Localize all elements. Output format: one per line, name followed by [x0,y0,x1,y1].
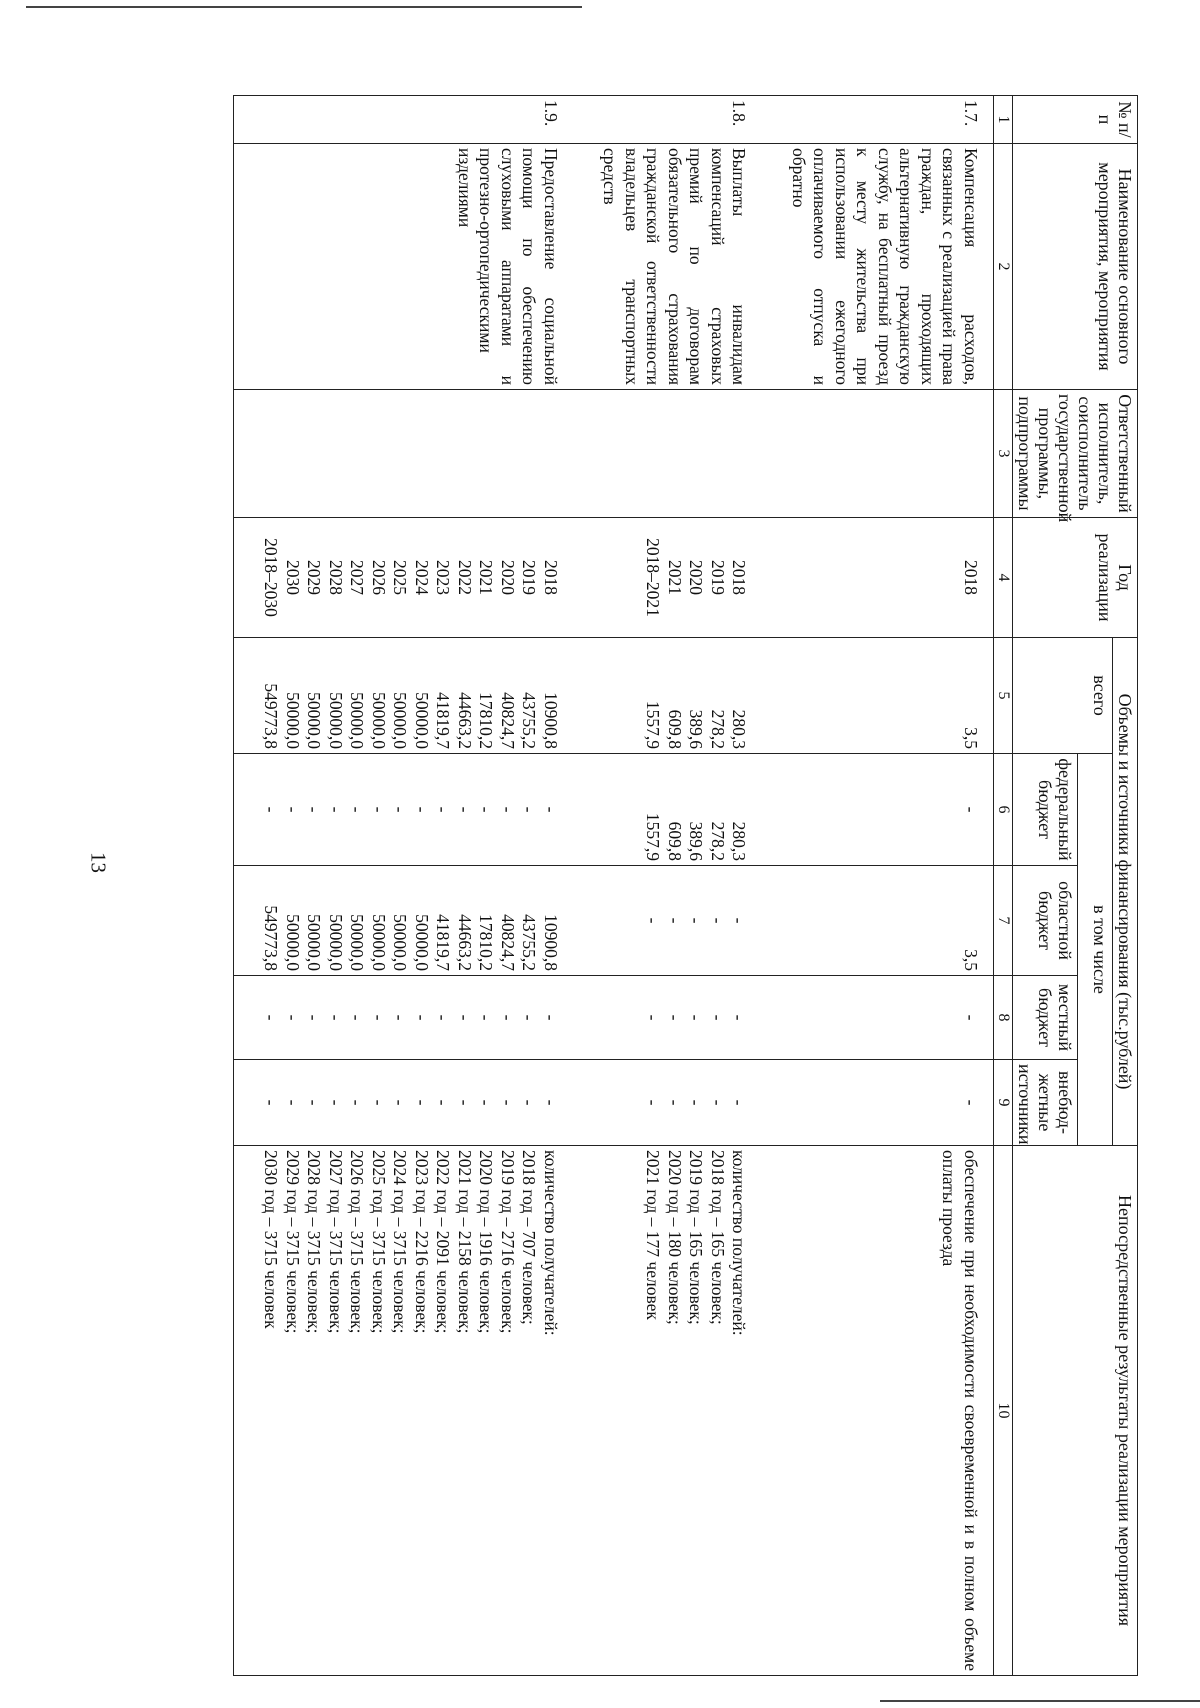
row-total [573,638,762,754]
extra-value: - [390,1099,411,1106]
header-total: всего [1013,638,1113,754]
total-value: 609,8 [665,709,685,749]
result-line: 2019 год – 2716 человек; [498,1150,518,1334]
row-number: 1.9. [234,96,574,144]
year-value: 2018–2021 [643,538,664,617]
regional-value: 50000,0 [390,914,411,971]
total-value: 50000,0 [283,692,303,749]
header-num: № п/п [1013,96,1138,144]
federal-value: - [412,806,432,813]
result-line: 2029 год – 3715 человек; [283,1150,303,1334]
regional-value: 17810,2 [476,914,497,971]
row-executor [762,390,994,518]
regional-value: 10900,8 [541,914,561,971]
extra-value: - [455,1099,475,1106]
row-name: Выплаты инвалидам компенсаций страховых премий по договорам обязательного страхования гражданской ответственности владельцев транспортных средств [573,144,762,390]
year-value: 2021 [665,560,685,595]
regional-value: - [729,917,750,924]
result-line: 2018 год – 165 человек; [708,1150,728,1325]
total-value: 50000,0 [347,692,368,749]
year-value: 2030 [283,560,303,595]
col-number: 8 [994,976,1013,1060]
year-value: 2020 [498,560,518,595]
header-extra: внебюд-жетные источники [1013,1060,1078,1146]
total-value: 50000,0 [326,692,346,749]
total-value: 50000,0 [390,692,411,749]
extra-value: - [541,1099,561,1106]
year-value: 2021 [476,560,497,595]
federal-value: 389,6 [686,821,707,861]
regional-value: 43755,2 [519,914,540,971]
local-value: - [455,1014,475,1021]
year-value: 2024 [412,560,432,595]
local-value: - [519,1014,540,1021]
row-federal [573,754,762,866]
federal-value: - [283,806,303,813]
local-value: - [643,1014,664,1021]
year-value: 2023 [433,560,454,595]
federal-value: - [326,806,346,813]
row-total [234,638,574,754]
total-value: 50000,0 [412,692,432,749]
year-value: 2020 [686,560,707,595]
row-local [573,976,762,1060]
federal-value: - [541,806,561,813]
year-value: 2025 [390,560,411,595]
federal-value: 278,2 [708,821,728,861]
table-row [234,96,574,1676]
extra-value: - [412,1099,432,1106]
local-value: - [326,1014,346,1021]
extra-value: - [961,1099,981,1106]
row-result [573,1146,762,1676]
federal-value: - [961,806,981,813]
federal-value: 1557,9 [643,812,664,861]
col-number: 4 [994,518,1013,638]
row-years [234,518,574,638]
regional-value: 50000,0 [412,914,432,971]
year-value: 2028 [326,560,346,595]
row-local [234,976,574,1060]
total-value: 41819,7 [433,692,454,749]
total-value: 278,2 [708,709,728,749]
local-value: - [433,1014,454,1021]
table-body [234,96,994,1676]
local-value: - [665,1014,685,1021]
federal-value: - [261,806,282,813]
header-including: в том числе [1078,754,1113,1146]
local-value: - [412,1014,432,1021]
result-line: 2026 год – 3715 человек; [347,1150,368,1334]
row-regional [573,866,762,976]
row-local [762,976,994,1060]
extra-value: - [326,1099,346,1106]
col-number: 2 [994,144,1013,390]
total-value: 44663,2 [455,692,475,749]
extra-value: - [708,1099,728,1106]
extra-value: - [476,1099,497,1106]
year-value: 2019 [519,560,540,595]
year-value: 2018–2030 [261,538,282,617]
row-federal [762,754,994,866]
extra-value: - [347,1099,368,1106]
row-name: Предоставление социальной помощи по обеспечению слуховыми аппаратами и протезно-ортопедическими изделиями [234,144,574,390]
total-value: 549773,8 [261,683,282,749]
header-result: Непосредственные результаты реализации мероприятия [1013,1146,1138,1676]
page-number: 13 [86,852,111,873]
extra-value: - [433,1099,454,1106]
total-value: 10900,8 [541,692,561,749]
total-value: 50000,0 [369,692,389,749]
extra-value: - [643,1099,664,1106]
row-result [234,1146,574,1676]
federal-value: - [519,806,540,813]
result-line: 2028 год – 3715 человек; [304,1150,325,1334]
regional-value: 44663,2 [455,914,475,971]
extra-value: - [665,1099,685,1106]
col-number: 3 [994,390,1013,518]
row-total [762,638,994,754]
regional-value: 50000,0 [304,914,325,971]
row-number: 1.7. [762,96,994,144]
result-line: 2025 год – 3715 человек; [369,1150,389,1334]
total-value: 389,6 [686,709,707,749]
result-line: количество получателей: [729,1150,750,1336]
result-line: 2021 год – 177 человек [643,1150,664,1320]
extra-value: - [304,1099,325,1106]
extra-value: - [519,1099,540,1106]
result-line: 2020 год – 180 человек; [665,1150,685,1325]
row-regional [234,866,574,976]
result-line: 2020 год – 1916 человек; [476,1150,497,1334]
local-value: - [686,1014,707,1021]
year-value: 2027 [347,560,368,595]
result-line: 2019 год – 165 человек; [686,1150,707,1325]
local-value: - [347,1014,368,1021]
local-value: - [498,1014,518,1021]
total-value: 50000,0 [304,692,325,749]
extra-value: - [283,1099,303,1106]
result-line: количество получателей: [541,1150,561,1336]
federal-value: - [455,806,475,813]
extra-value: - [261,1099,282,1106]
col-number: 5 [994,638,1013,754]
header-volumes: Объемы и источники финансирования (тыс.рублей) [1113,638,1138,1146]
col-number: 9 [994,1060,1013,1146]
year-value: 2019 [708,560,728,595]
row-number: 1.8. [573,96,762,144]
local-value: - [541,1014,561,1021]
total-value: 17810,2 [476,692,497,749]
year-value: 2018 [729,560,750,595]
rotated-table-container [148,95,1138,1675]
regional-value: 50000,0 [283,914,303,971]
regional-value: 3,5 [961,949,981,971]
header-regional: областной бюджет [1013,866,1078,976]
col-number: 6 [994,754,1013,866]
federal-value: 280,3 [729,821,750,861]
header-name: Наименование основного мероприятия, мероприятия [1013,144,1138,390]
local-value: - [729,1014,750,1021]
bottom-rule [880,1700,1200,1702]
local-value: - [961,1014,981,1021]
result-text: обеспечение при необходимости своевременной и в полном объеме оплаты проезда [939,1150,981,1672]
header-executor: Ответственный исполнитель, соисполнитель государственной программы, подпрограммы [1013,390,1138,518]
extra-value: - [498,1099,518,1106]
extra-value: - [369,1099,389,1106]
total-value: 43755,2 [519,692,540,749]
total-value: 1557,9 [643,700,664,749]
regional-value: 40824,7 [498,914,518,971]
regional-value: 549773,8 [261,905,282,971]
extra-value: - [729,1099,750,1106]
col-number: 1 [994,96,1013,144]
row-name: Компенсация расходов, связанных с реализацией права граждан, проходящих альтернативную гражданскую службу, на бесплатный проезд к месту жительства при использовании ежегодного оплачиваемого отпуска и обратно [762,144,994,390]
col-number: 7 [994,866,1013,976]
local-value: - [476,1014,497,1021]
table-row [573,96,762,1676]
regional-value: - [708,917,728,924]
header-federal: федеральный бюджет [1013,754,1078,866]
row-executor [234,390,574,518]
row-result [762,1146,994,1676]
year-value: 2026 [369,560,389,595]
local-value: - [283,1014,303,1021]
row-extra [762,1060,994,1146]
federal-value: - [476,806,497,813]
header-local: местный бюджет [1013,976,1078,1060]
financing-table [233,95,1138,1676]
table-row [762,96,994,1676]
federal-value: - [369,806,389,813]
federal-value: - [433,806,454,813]
result-line: 2021 год – 2158 человек; [455,1150,475,1334]
regional-value: - [665,917,685,924]
header-year: Год реализации [1013,518,1138,638]
year-value: 2029 [304,560,325,595]
regional-value: 50000,0 [326,914,346,971]
local-value: - [390,1014,411,1021]
federal-value: - [498,806,518,813]
total-value: 3,5 [961,727,981,749]
result-line: 2024 год – 3715 человек; [390,1150,411,1334]
regional-value: - [686,917,707,924]
year-value: 2018 [961,560,981,595]
regional-value: 50000,0 [369,914,389,971]
local-value: - [708,1014,728,1021]
result-line: 2022 год – 2091 человек; [433,1150,454,1334]
regional-value: - [643,917,664,924]
row-executor [573,390,762,518]
regional-value: 50000,0 [347,914,368,971]
year-value: 2022 [455,560,475,595]
result-line: 2018 год – 707 человек; [519,1150,540,1325]
local-value: - [304,1014,325,1021]
local-value: - [261,1014,282,1021]
result-line: 2027 год – 3715 человек; [326,1150,346,1334]
federal-value: - [347,806,368,813]
row-regional [762,866,994,976]
local-value: - [369,1014,389,1021]
row-extra [234,1060,574,1146]
federal-value: - [304,806,325,813]
row-years [573,518,762,638]
result-line: 2023 год – 2216 человек; [412,1150,432,1334]
year-value: 2018 [541,560,561,595]
row-years [762,518,994,638]
total-value: 280,3 [729,709,750,749]
regional-value: 41819,7 [433,914,454,971]
extra-value: - [686,1099,707,1106]
total-value: 40824,7 [498,692,518,749]
row-extra [573,1060,762,1146]
federal-value: - [390,806,411,813]
row-federal [234,754,574,866]
top-rule [26,6,582,8]
federal-value: 609,8 [665,821,685,861]
result-line: 2030 год – 3715 человек [261,1150,282,1329]
col-number: 10 [994,1146,1013,1676]
